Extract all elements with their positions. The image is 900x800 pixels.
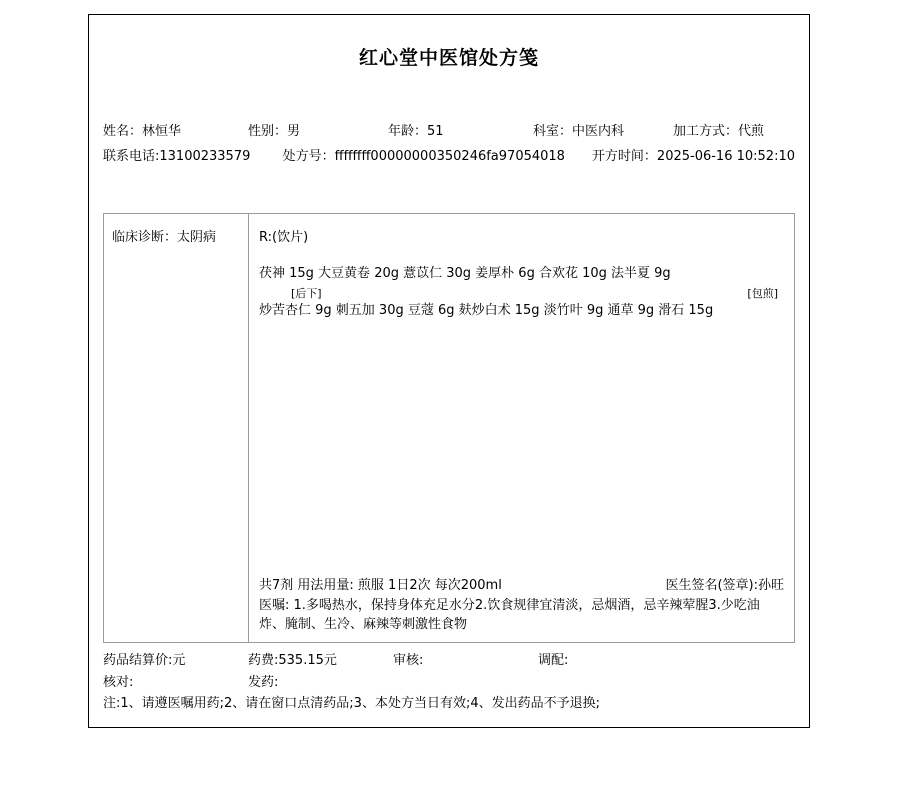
doctor-signature-value: 孙旺: [757, 578, 784, 593]
prescription-time-value: 2025-06-16 10:52:10: [656, 149, 795, 164]
check-field: 核对:: [103, 675, 134, 690]
prescription-header: R:(饮片): [259, 230, 309, 245]
settlement-row-1: [103, 649, 795, 671]
drug-line-1: 茯神 15g 大豆黄卷 20g 薏苡仁 30g 姜厚朴 6g 合欢花 10g 法半夏 9g: [259, 266, 671, 281]
usage-text: 共7剂 用法用量: 煎服 1日2次 每次200ml: [259, 578, 502, 593]
patient-name-label: 姓名：: [103, 124, 143, 139]
patient-age-value: 51: [427, 124, 444, 139]
drug-fee: [248, 649, 393, 668]
prescription-sheet: [88, 14, 810, 728]
drug-note-line: [259, 285, 784, 300]
process-method-value: 代煎: [738, 124, 765, 139]
settlement-price-value: 元: [172, 653, 186, 668]
drug-note-houxia: [后下]: [291, 287, 322, 300]
drug-fee-label: 药费:: [248, 653, 279, 668]
patient-phone: [103, 145, 283, 164]
diagnosis-cell: [104, 214, 249, 642]
patient-info: [89, 120, 809, 170]
process-method: [673, 120, 764, 139]
process-method-label: 加工方式：: [673, 124, 739, 139]
settlement-price-label: 药品结算价:: [103, 653, 173, 668]
give-drug-field: 发药:: [248, 675, 279, 690]
prescription-time-label: 开方时间：: [591, 149, 657, 164]
patient-dept: [533, 120, 673, 139]
settlement-price: [103, 649, 248, 668]
drug-note-baojian: [包煎]: [747, 287, 778, 300]
doctor-signature-label: 医生签名(签章):: [665, 578, 758, 593]
patient-age: [388, 120, 533, 139]
settlement-section: [103, 649, 795, 713]
patient-info-row-2: [103, 145, 795, 170]
prescription-number-value: ffffffff00000000350246fa97054018: [334, 149, 565, 164]
diagnosis-value: 太阴病: [177, 230, 217, 245]
usage-and-signature: [259, 574, 784, 593]
patient-name: [103, 120, 248, 139]
audit-field: 审核:: [393, 653, 424, 668]
patient-phone-value: 13100233579: [159, 149, 251, 164]
patient-name-value: 林恒华: [142, 124, 182, 139]
patient-dept-value: 中医内科: [572, 124, 625, 139]
footer-notice: 注:1、请遵医嘱用药;2、请在窗口点清药品;3、本处方当日有效;4、发出药品不予退换;: [103, 696, 600, 711]
document-title: 红心堂中医馆处方笺: [358, 47, 539, 69]
prescription-number: [283, 145, 592, 164]
dispense-field: 调配:: [538, 653, 569, 668]
patient-sex-label: 性别：: [248, 124, 288, 139]
patient-info-row-1: [103, 120, 795, 145]
prescription-number-label: 处方号：: [282, 149, 335, 164]
prescription-footer: [259, 574, 784, 634]
patient-age-label: 年龄：: [388, 124, 428, 139]
patient-dept-label: 科室：: [533, 124, 573, 139]
diagnosis-label: 临床诊断：: [112, 230, 178, 245]
settlement-row-2: [103, 671, 795, 693]
prescription-body: [103, 213, 795, 643]
patient-sex: [248, 120, 388, 139]
prescription-time: [592, 145, 795, 164]
drug-line-2: 炒苦杏仁 9g 刺五加 30g 豆蔻 6g 麸炒白术 15g 淡竹叶 9g 通草 9g 滑石 15g: [259, 303, 714, 318]
drug-list-cell: [249, 214, 794, 642]
patient-sex-value: 男: [287, 124, 301, 139]
patient-phone-label: 联系电话:: [103, 149, 160, 164]
drug-fee-value: 535.15元: [278, 653, 337, 668]
medical-advice: 医嘱: 1.多喝热水，保持身体充足水分2.饮食规律宜清淡，忌烟酒，忌辛辣荤腥3.少吃油炸、腌制、生冷、麻辣等刺激性食物: [259, 598, 760, 632]
doctor-signature: [665, 574, 784, 593]
